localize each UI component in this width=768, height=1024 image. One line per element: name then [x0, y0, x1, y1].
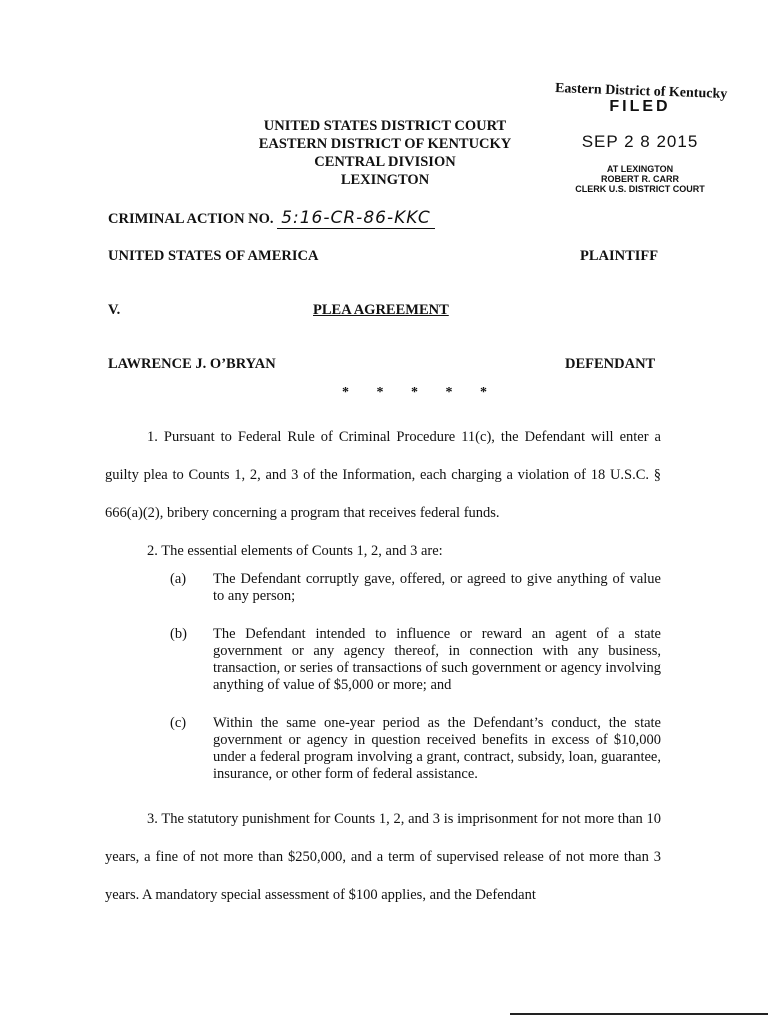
section-separator: * * * * *: [342, 385, 499, 400]
defendant-role: DEFENDANT: [565, 356, 656, 372]
court-division: CENTRAL DIVISION: [314, 154, 456, 170]
element-text: Within the same one-year period as the Defendant’s conduct, the state government or agency in question received benefits in excess of $10,000 under a federal program involving a grant, contract, subsidy, loan, guarantee, insurance, or other form of federal assistance.: [213, 715, 661, 782]
court-district: EASTERN DISTRICT OF KENTUCKY: [258, 136, 512, 152]
paragraph-2: 2. The essential elements of Counts 1, 2, and 3 are:: [147, 543, 443, 559]
stamp-location: AT LEXINGTON: [606, 164, 674, 174]
versus: V.: [108, 302, 121, 318]
page-edge-line: [510, 1013, 768, 1015]
document-title: PLEA AGREEMENT: [313, 302, 449, 318]
plaintiff-name: UNITED STATES OF AMERICA: [108, 248, 319, 264]
defendant-name: LAWRENCE J. O’BRYAN: [108, 356, 276, 372]
element-text: The Defendant intended to influence or reward an agent of a state government or any agency thereof, in connection with any business, transaction, or series of transactions of such government or agency involving anything of value of $5,000 or more; and: [213, 626, 661, 693]
court-heading: [230, 117, 540, 189]
stamp-clerk-name: ROBERT R. CARR: [601, 174, 679, 184]
criminal-action-label: CRIMINAL ACTION NO.: [108, 211, 274, 227]
case-number-handwritten: 5:16-CR-86-KKC: [277, 208, 435, 229]
element-letter: (a): [170, 571, 187, 587]
element-letter: (b): [170, 626, 187, 642]
paragraph-1: 1. Pursuant to Federal Rule of Criminal Procedure 11(c), the Defendant will enter a guilty plea to Counts 1, 2, and 3 of the Information, each charging a violation of 18 U.S.C. § 666(a)(2), bribery concerning a program that receives federal funds.: [105, 429, 661, 521]
stamp-filed: FILED: [609, 98, 671, 115]
element-text: The Defendant corruptly gave, offered, or agreed to give anything of value to any person;: [213, 571, 661, 604]
court-name: UNITED STATES DISTRICT COURT: [263, 118, 507, 134]
stamp-date: SEP 2 8 2015: [581, 132, 699, 151]
paragraph-3: 3. The statutory punishment for Counts 1, 2, and 3 is imprisonment for not more than 10 years, a fine of not more than $250,000, and a term of supervised release of not more than 3 years. A mandatory special assessment of $100 applies, and the Defendant: [105, 811, 661, 903]
stamp-district: Eastern District of Kentucky: [554, 81, 728, 103]
stamp-clerk-title: CLERK U.S. DISTRICT COURT: [575, 184, 705, 194]
court-location: LEXINGTON: [340, 172, 430, 188]
element-letter: (c): [170, 715, 187, 731]
filed-stamp: [554, 81, 728, 194]
plaintiff-role: PLAINTIFF: [580, 248, 659, 264]
criminal-action-line: [108, 208, 435, 228]
